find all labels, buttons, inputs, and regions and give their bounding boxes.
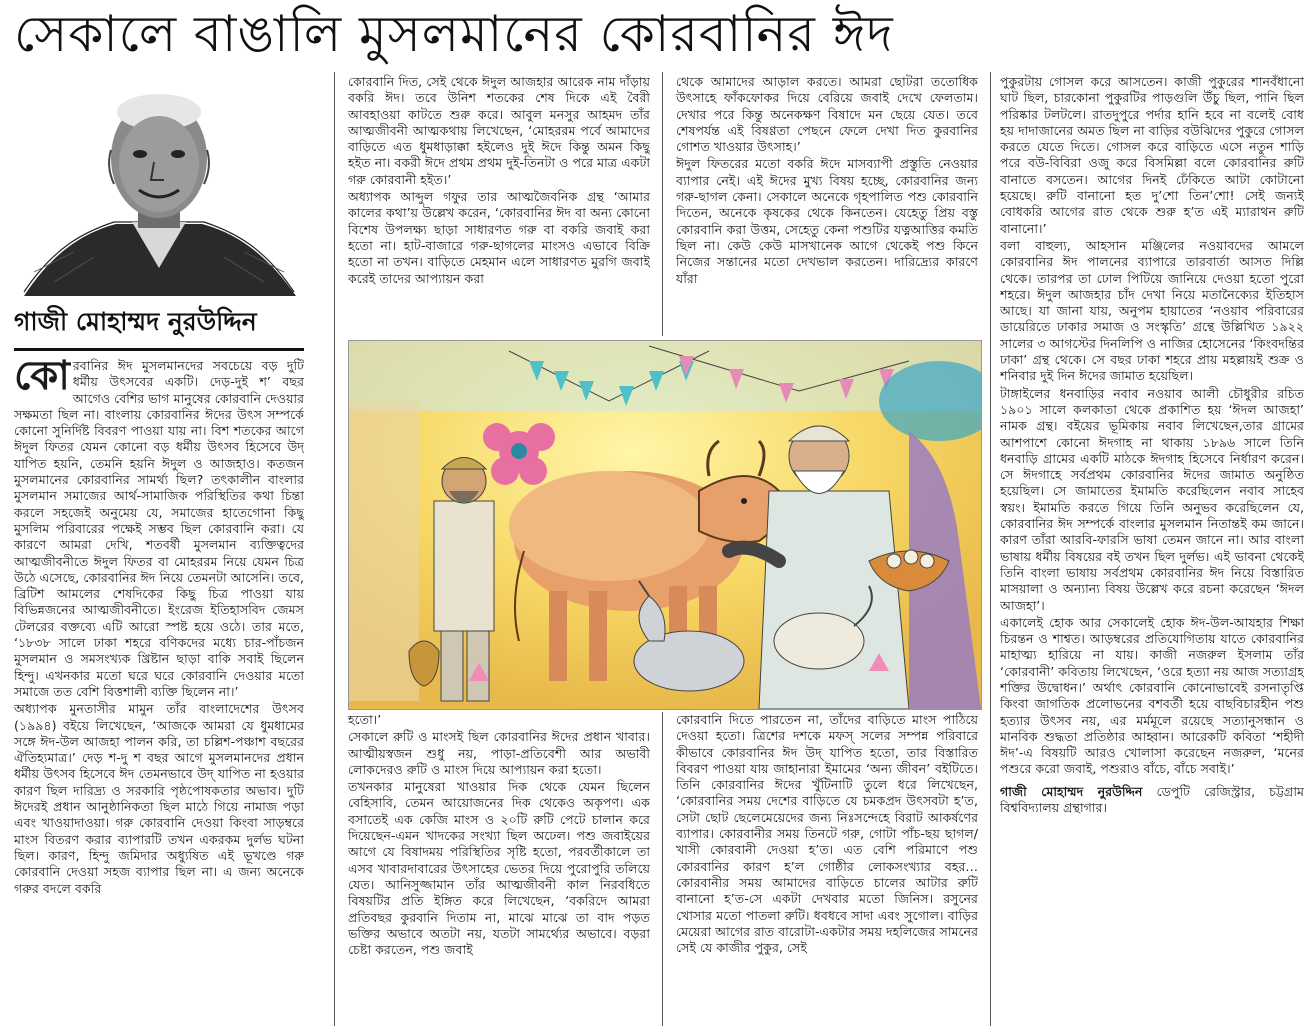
dropcap: কো [14, 358, 70, 399]
col2-top-paragraph-1: কোরবানি দিত, সেই থেকে ঈদুল আজহার আরেক নাম দাঁড়ায় বকরি ঈদ। তবে উনিশ শতকের শেষ দিকে এই বৈরী আবহাওয়া কাটতে শুরু করে। আবুল মনসুর আহমদ তাঁর আত্মজীবনী আত্মকথায় লিখেছেন, ‘মোহররম পর্বে আমাদের বাড়িতে এত ধুমধাড়াক্কা হইলেও দুই ঈদে কিন্তু অমন কিছু হইত না। বকরী ঈদে প্রথম প্রথম দুই-তিনটা ও পরে মাত্র একটা গরু কোরবানী হইত।’ [348, 74, 650, 187]
col3-bottom-paragraph-1: কোরবানি দিতে পারতেন না, তাঁদের বাড়িতে মাংস পাঠিয়ে দেওয়া হতো। ত্রিশের দশকে মফস্‌ সলের সম্পন্ন পরিবারে কীভাবে কোরবানির ঈদ উদ্‌ যাপিত হতো, তার বিস্তারিত বিবরণ পাওয়া যায় জাহানারা ইমামের ‘অন্য জীবন’ বইটিতে। তিনি কোরবানির ঈদের খুঁটিনাটি তুলে ধরে লিখেছেন, ‘কোরবানির সময় দেশের বাড়িতে যে চমকপ্রদ উৎসবটা হ’ত, সেটা ছোট ছেলেমেয়েদের জন্য নিঃসন্দেহে বিরাট আকর্ষণের ব্যাপার। কোরবানীর সময় তিনটে গরু, গোটা পাঁচ-ছয় ছাগল/খাসী কোরবানী দেওয়া হ’ত। এত বেশি পরিমাণে পশু কোরবানির কারণ হ’ল গোষ্ঠীর লোকসংখ্যার বহর…কোরবানীর সময় আমাদের বাড়িতে চালের আটার রুটি বানানো হ’ত-সে একটা দেখবার মতো জিনিস। রসুনের খোসার মতো পাতলা রুটি। ধবধবে সাদা এবং সুগোল। বাড়ির মেয়েরা আগের রাত বারোটা-একটার সময় দহলিজের সামনের সেই যে কাজীর পুকুর, সেই [676, 712, 978, 956]
column-divider [662, 72, 663, 336]
column-3-bottom [676, 712, 978, 1028]
col2-top-paragraph-2: অধ্যাপক আব্দুল গফুর তার আত্মজৈবনিক গ্রন্থ ‘আমার কালের কথা’য় উল্লেখ করেন, ‘কোরবানির ঈদ বা অন্য কোনো বিশেষ উপলক্ষ্য ছাড়া সাধারণত গরু বা বকরি জবাই করা হতো না। হাট-বাজারে গরু-ছাগলের মাংসও এভাবে বিক্রি হতো না তখন। বাড়িতে মেহমান এলে সাধারণত মুরগি জবাই করেই তাদের আপ্যায়ন করা [348, 189, 650, 286]
column-divider [990, 72, 991, 1026]
col1-paragraph-1-text: রবানির ঈদ মুসলমানদের সবচেয়ে বড় দুটি ধর্মীয় উৎসবের একটি। দেড়-দুই শ’ বছর আগেও বেশির ভাগ মানুষের কোরবানি দেওয়ার সক্ষমতা ছিল না। বাংলায় কোরবানির ঈদের উৎস সম্পর্কে কোনো সুনির্দিষ্ট বিবরণ পাওয়া যায় না। বিশ শতকের আগে ঈদুল ফিতর যেমন কোনো বড় ধর্মীয় উৎসব হিসেবে উদ্‌ যাপিত হয়নি, তেমনি হয়নি ঈদুল ও আজহাও। কতজন মুসলমানের কোরবানির সামর্থ্য ছিল? তৎকালীন বাংলার মুসলমান সমাজের আর্থ-সামাজিক পরিস্থিতির কথা চিন্তা করলে সহজেই অনুমেয় যে, সমাজের হাতেগোনা কিছু মুসলিম পরিবারের পক্ষেই সম্ভব ছিল কোরবানি করা। যে কারণে আমরা দেখি, শতবর্ষী মুসলমান ব্যক্তিত্বদের আত্মজীবনীতে ঈদুল ফিতর বা মোহররম নিয়ে যেমন চিত্র উঠে এসেছে, কোরবানির ঈদ নিয়ে তেমনটা আসেনি। তবে, ব্রিটিশ আমলের শেষদিকের কিছু চিত্র পাওয়া যায় বিভিন্নজনের আত্মজীবনীতে। ইংরেজ ইতিহাসবিদ জেমস টেলরের বক্তব্যে এটি আরো স্পষ্ট হয়ে ওঠে। তার মতে, ‘১৮৩৮ সালে ঢাকা শহরে বণিকদের মধ্যে চার-পাঁচজন মুসলমান ও সমসংখ্যক খ্রিষ্টান ছাড়া বাকি সবাই ছিলেন হিন্দু। এখনকার মতো ঘরে ঘরে কোরবানি দেওয়ার মতো সমাজে তত বেশি বিত্তশালী ব্যক্তি ছিলেন না।’ [14, 358, 304, 699]
author-credit [1000, 784, 1304, 817]
column-1 [14, 358, 304, 1026]
column-4 [1000, 74, 1304, 1026]
col4-paragraph-4: একালেই হোক আর সেকালেই হোক ঈদ-উল-আযহার শিক্ষা চিরন্তন ও শাশ্বত। আড়ম্বরের প্রতিযোগিতায় যাতে কোরবানির মাহাত্ম্য হারিয়ে না যায়। কাজী নজরুল ইসলাম তাঁর ‘কোরবানী’ কবিতায় লিখেছেন, ‘ওরে হত্যা নয় আজ সত্যাগ্রহ শক্তির উদ্বোধন।’ অর্থাৎ কোরবানি কোনোভাবেই রসনাতৃপ্তি কিংবা জাগতিক প্রলোভনের বশবর্তী হয়ে বাছবিচারহীন পশু হত্যার উৎসব নয়, এর মর্মমূলে রয়েছে সত্যানুসন্ধান ও মানবিক শুদ্ধতা প্রতিষ্ঠার আহ্বান। আরেকটি কবিতা ‘শহীদী ঈদ’-এ বিষয়টি আরও খোলাসা করেছেন নজরুল, ‘মনের পশুরে করো জবাই, পশুরাও বাঁচে, বাঁচে সবাই।’ [1000, 614, 1304, 777]
col2-bottom-paragraph-3: তখনকার মানুষেরা খাওয়ার দিক থেকে যেমন ছিলেন বেহিসাবি, তেমন আয়োজনের দিক থেকেও অকৃপণ। এক বসাতেই এক কেজি মাংস ও ২০টি রুটি পেটে চালান করে দিয়েছেন-এমন খাদকের সংখ্যা ছিল অঢেল। পশু জবাইয়ের আগে যে বিষাদময় পরিস্থিতির সৃষ্টি হতো, পরবর্তীকালে তা এসব খাবারদাবারের উৎসাহের ভেতর দিয়ে পুরোপুরি তলিয়ে যেত। আনিসুজ্জামান তাঁর আত্মজীবনী কাল নিরবধিতে বিষয়টির প্রতি ইঙ্গিত করে লিখেছেন, ‘বকরিদে আমরা প্রতিবছর কুরবানি দিতাম না, মাঝে মাঝে তা বাদ পড়ত ভক্তির অভাবে অতটা নয়, যতটা সামর্থ্যের অভাবে। বড়রা চেষ্টা করতেন, পশু জবাই [348, 779, 650, 958]
author-credit-designation: ডেপুটি রেজিস্ট্রার, চট্টগ্রাম বিশ্ববিদ্যালয় গ্রন্থাগার। [1000, 783, 1304, 816]
illustration-image [349, 341, 981, 709]
author-portrait-image [14, 72, 304, 296]
col4-paragraph-3: টাঙ্গাইলের ধনবাড়ির নবাব নওয়াব আলী চৌধুরীর রচিত ১৯০১ সালে কলকাতা থেকে প্রকাশিত হয় ‘ঈদল আজহা’ নামক গ্রন্থ। বইয়ের ভূমিকায় নবাব লিখেছেন,তার গ্রামের আশপাশে কোনো ঈদগাহ না থাকায় ১৮৯৬ সালে তিনি ধনবাড়ি গ্রামের একটি মাঠকে ঈদগাহ হিসেবে নির্ধারণ করেন। সে ঈদগাহে সর্বপ্রথম কোরবানির ঈদের জামাত অনুষ্ঠিত হয়েছিল। সে জামাতের ইমামতি করেছিলেন নবাব সাহেব স্বয়ং। ইমামতি করতে গিয়ে তিনি অনুভব করেছিলেন যে, কোরবানির ঈদ সম্পর্কে বাংলার মুসলমান নিতান্তই কম জানে। কারণ তাঁরা আরবি-ফারসি ভাষা তেমন জানে না। আর বাংলা ভাষায় ধর্মীয় বিষয়ের বই তখন ছিল দুর্লভ। এই ভাবনা থেকেই তিনি বাংলা ভাষায় সর্বপ্রথম কোরবানির ঈদ নিয়ে বিস্তারিত মাসয়ালা ও অন্যান্য বিষয় উল্লেখ করে রচনা করেছেন ‘ঈদল আজহা’। [1000, 385, 1304, 613]
column-2-bottom [348, 712, 650, 1028]
author-portrait [14, 72, 304, 296]
col1-paragraph-1 [14, 358, 304, 700]
col4-paragraph-1: পুকুরটায় গোসল করে আসতেন। কাজী পুকুরের শানবঁধানো ঘাট ছিল, চারকোনা পুকুরটির পাড়গুলি উঁচু ছিল, পানি ছিল পরিষ্কার টলটলে। রাতদুপুরে পর্দার হানি হবে না বলেই বোধ হয় দাদাজানের অমত ছিল না বাড়ির বউঝিদের পুকুরে গোসল করতে যেতে দিতে। গোসল করে বাড়িতে এসে নতুন শাড়ি পরে বউ-বিবিরা ওজু করে বিসমিল্লা বলে কোরবানির রুটি বানাতে বসতেন। আগের দিনই ঢেঁকিতে আটা কোটানো হয়েছে। রুটি বানানো হত দু’শো তিন’শো! সেই জন্যই বোধকরি আগের রাত থেকে শুরু হ’ত এই ম্যারাথন রুটি বানানো।’ [1000, 74, 1304, 236]
col2-bottom-paragraph-2: সেকালে রুটি ও মাংসই ছিল কোরবানির ঈদের প্রধান খাবার। আত্মীয়স্বজন শুধু নয়, পাড়া-প্রতিবেশী আর অভাবী লোকদেরও রুটি ও মাংস দিয়ে আপ্যায়ন করা হতো। [348, 729, 650, 777]
headline: সেকালে বাঙালি মুসলমানের কোরবানির ঈদ [14, 5, 894, 63]
eid-illustration [348, 340, 982, 710]
col3-top-paragraph-2: ঈদুল ফিতরের মতো বকরি ঈদে মাসব্যাপী প্রস্তুতি নেওয়ার ব্যাপার নেই। এই ঈদের মুখ্য বিষয় হচ্ছে, কোরবানির জন্য গরু-ছাগল কেনা। সেকালে অনেকে গৃহপালিত পশু কোরবানি দিতেন, অনেকে কৃষকের থেকে কিনতেন। যেহেতু প্রিয় বস্তু কোরবানি করা উত্তম, সেহেতু কেনা পশুটির যত্নআত্তির কমতি ছিল না। কেউ কেউ মাসখানেক আগে থেকেই পশু কিনে নিজের সন্তানের মতো দেখভাল করতেন। দারিদ্র্যের কারণে যাঁরা [676, 156, 978, 286]
byline-rule [14, 348, 304, 351]
author-credit-name: গাজী মোহাম্মদ নুরউদ্দিন [1000, 783, 1143, 799]
col4-paragraph-2: বলা বাহুল্য, আহসান মঞ্জিলের নওয়াবদের আমলে কোরবানির ঈদ পালনের ব্যাপারে তারবার্তা আসত দিল্লি থেকে। তারপর তা ঢোল পিটিয়ে জানিয়ে দেওয়া হতো পুরো শহরে। ঈদুল আজহার চাঁদ দেখা নিয়ে মতানৈক্যের ইতিহাস আছে। যা জানা যায়, অনুপম হায়াতের ‘নওয়াব পরিবারের ডায়েরিতে ঢাকার সমাজ ও সংস্কৃতি’ গ্রন্থে উল্লিখিত ১৯২২ সালের ৩ আগস্টের দিনলিপি ও নাজির হোসেনের ‘কিংবদন্তির ঢাকা’ গ্রন্থ থেকে। সে বছর ঢাকা শহরে প্রায় মহল্লায়ই শুক্র ও শনিবার দুই দিন ঈদের জামাত হয়েছিল। [1000, 237, 1304, 384]
column-3-top [676, 74, 978, 336]
column-divider [662, 712, 663, 1026]
author-byline: গাজী মোহাম্মদ নুরউদ্দিন [14, 307, 257, 336]
col2-bottom-paragraph-1: হতো।’ [348, 712, 382, 727]
column-2-top [348, 74, 650, 336]
column-divider [334, 72, 335, 1026]
col3-top-paragraph-1: থেকে আমাদের আড়াল করতে। আমরা ছোটরা ততোধিক উৎসাহে ফাঁকফোকর দিয়ে বেরিয়ে জবাই দেখে ফেলতাম। দেখার পরে কিন্তু অনেকক্ষণ বিষাদে মন ছেয়ে যেত। তবে শেষপর্যন্ত এই বিষণ্ণতা পেছনে ফেলে দেখা দিত কুরবানির গোশত খাওয়ার উৎসাহ।’ [676, 74, 978, 155]
col1-paragraph-2: অধ্যাপক মুনতাসীর মামুন তাঁর বাংলাদেশের উৎসব (১৯৯৪) বইয়ে লিখেছেন, ‘আজকে আমরা যে ধুমধামের সঙ্গে ঈদ-উল আজহা পালন করি, তা চল্লিশ-পঞ্চাশ বছরের ঐতিহ্যমাত্র।’ দেড় শ-দু শ বছর আগে মুসলমানদের প্রধান ধর্মীয় উৎসব হিসেবে ঈদ তেমনভাবে উদ্‌ যাপিত না হওয়ার কারণ ছিল দারিদ্র্য ও সরকারি পৃষ্ঠপোষকতার অভাব। দুটি ঈদেরই প্রধান আনুষ্ঠানিকতা ছিল মাঠে গিয়ে নামাজ পড়া এবং খাওয়াদাওয়া। গরু কোরবানি দেওয়া কিংবা সাড়ম্বরে মাংস বিতরণ করার ব্যাপারটি তখন একরকম দুর্লভ ঘটনা ছিল। কারণ, হিন্দু জমিদার অধ্যুষিত এই ভূখণ্ডে গরু কোরবানি দেওয়া সহজ ব্যাপার ছিল না। এ জন্য অনেকে গরুর বদলে বকরি [14, 701, 304, 896]
